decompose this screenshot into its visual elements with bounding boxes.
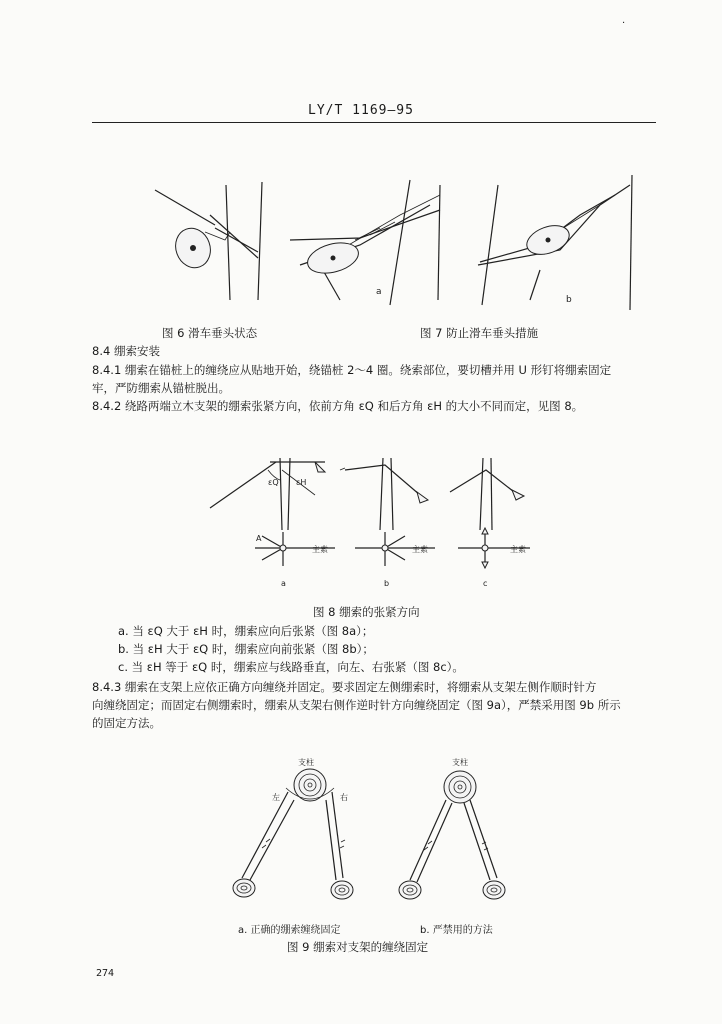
fig9a-sublabel: a. 正确的绷索缠绕固定 <box>238 925 341 936</box>
section-8-4-3-line3: 的固定方法。 <box>92 716 161 730</box>
fig9a-anchor-right <box>331 881 353 899</box>
section-8-4-1-line2: 牢，严防绷索从锚桩脱出。 <box>92 381 230 395</box>
fig8-caption: 图 8 绷索的张紧方向 <box>313 605 420 619</box>
fig8a-eh-label: εH <box>296 478 307 487</box>
fig7-caption: 图 7 防止滑车垂头措施 <box>420 326 539 340</box>
fig9a-left-label: 左 <box>272 793 280 802</box>
fig8c-main-cable-label: 主索 <box>510 545 526 554</box>
section-8-4-title: 8.4 绷索安装 <box>92 344 160 358</box>
fig9b-anchor-left <box>399 881 421 899</box>
section-8-4-2-line1: 8.4.2 绕路两端立木支架的绷索张紧方向，依前方角 εQ 和后方角 εH 的大小不同而定，见图 8。 <box>92 399 584 413</box>
fig9b-sublabel: b. 严禁用的方法 <box>420 925 493 936</box>
running-header: LY/T 1169—95 <box>308 103 414 118</box>
fig8a-main-cable-label: 主索 <box>312 545 328 554</box>
section-8-4-1-line1: 8.4.1 绷索在锚桩上的缠绕应从贴地开始，绕锚桩 2～4 圈。绕索部位，要切槽并用 U 形钉将绷索固定 <box>92 363 612 377</box>
fig6-caption: 图 6 滑车垂头状态 <box>162 326 258 340</box>
fig9a-cables <box>242 788 345 880</box>
fig8c-sublabel: c <box>483 579 488 588</box>
fig8b-sublabel: b <box>384 579 390 588</box>
fig9a-right-label: 右 <box>340 793 348 802</box>
fig8a-sublabel: a <box>281 579 286 588</box>
item-b: b. 当 εH 大于 εQ 时，绷索应向前张紧（图 8b）； <box>118 642 374 656</box>
fig7b-sublabel: b <box>566 295 572 305</box>
fig8a-A-label: A <box>256 534 262 543</box>
fig9b-anchor-right <box>483 881 505 899</box>
fig8a-eq-label: εQ <box>268 478 279 487</box>
fig9b-post <box>444 771 476 803</box>
scan-speck: · <box>622 18 626 29</box>
fig9a-support-label: 支柱 <box>298 758 314 767</box>
section-8-4-3-line2: 向缠绕固定；而固定右侧绷索时，绷索从支架右侧作逆时针方向缠绕固定（图 9a），严禁采用图 9b 所示 <box>92 698 621 712</box>
section-8-4-3-line1: 8.4.3 绷索在支架上应依正确方向缠绕并固定。要求固定左侧绷索时，将绷索从支架左侧作顺时针方 <box>92 680 597 694</box>
item-a: a. 当 εQ 大于 εH 时，绷索应向后张紧（图 8a）； <box>118 624 374 638</box>
page-number: 274 <box>96 968 115 979</box>
fig7a-sublabel: a <box>376 287 382 297</box>
item-c: c. 当 εH 等于 εQ 时，绷索应与线路垂直，向左、右张紧（图 8c）。 <box>118 660 464 674</box>
fig9a-anchor-left <box>233 879 255 897</box>
fig9-caption: 图 9 绷索对支架的缠绕固定 <box>287 940 429 954</box>
fig9b-support-label: 支柱 <box>452 758 468 767</box>
fig9b-cables <box>410 800 497 882</box>
fig8b-main-cable-label: 主索 <box>412 545 428 554</box>
